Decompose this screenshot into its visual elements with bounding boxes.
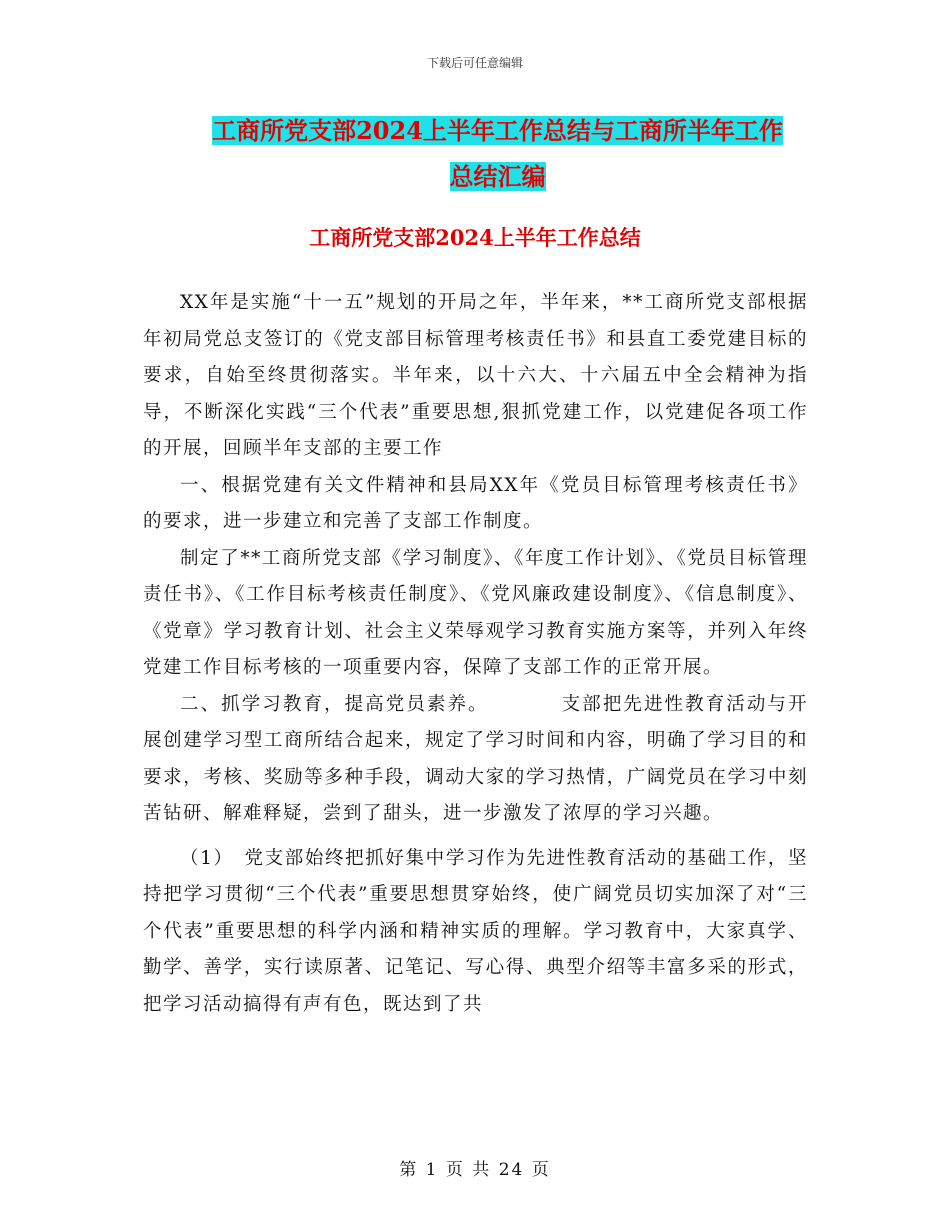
paragraph-sub-1: （1） 党支部始终把抓好集中学习作为先进性教育活动的基础工作，坚持把学习贯彻“三个代表”重要思想贯穿始终，使广阔党员切实加深了对“三个代表”重要思想的科学内涵和精神实质的理解。学习教育中，大家真学、勤学、善学，实行读原著、记笔记、写心得、典型介绍等丰富多采的形式，把学习活动搞得有声有色，既达到了共 [143, 847, 808, 1015]
paragraph-item-1: 一、根据党建有关文件精神和县局XX年《党员目标管理考核责任书》的要求，进一步建立和完善了支部工作制度。 [143, 474, 808, 532]
paragraph-item-2: 二、抓学习教育，提高党员素养。 支部把先进性教育活动与开展创建学习型工商所结合起来，规定了学习时间和内容，明确了学习目的和要求，考核、奖励等多种手段，调动大家的学习热情，广阔党员在学习中刻苦钻研、解难释疑，尝到了甜头，进一步激发了浓厚的学习兴趣。 [143, 693, 808, 824]
document-title-line1: 工商所党支部2024上半年工作总结与工商所半年工作 [212, 116, 783, 145]
document-body [143, 285, 808, 1023]
section-title: 工商所党支部2024上半年工作总结 [309, 225, 641, 250]
document-title [185, 108, 810, 200]
paragraph-system: 制定了**工商所党支部《学习制度》、《年度工作计划》、《党员目标管理责任书》、《工作目标考核责任制度》、《党风廉政建设制度》、《信息制度》、《党章》学习教育计划、社会主义荣辱观学习教育实施方案等，并列入年终党建工作目标考核的一项重要内容，保障了支部工作的正常开展。 [143, 547, 808, 678]
page-footer: 第 1 页 共 24 页 [399, 1160, 551, 1180]
paragraph-intro: XX年是实施“十一五”规划的开局之年，半年来，**工商所党支部根据年初局党总支签订的《党支部目标管理考核责任书》和县直工委党建目标的要求，自始至终贯彻落实。半年来，以十六大、十六届五中全会精神为指导，不断深化实践“三个代表”重要思想,狠抓党建工作，以党建促各项工作的开展，回顾半年支部的主要工作 [143, 292, 808, 459]
header-note: 下载后可任意编辑 [426, 56, 523, 70]
document-title-line2: 总结汇编 [449, 162, 546, 191]
